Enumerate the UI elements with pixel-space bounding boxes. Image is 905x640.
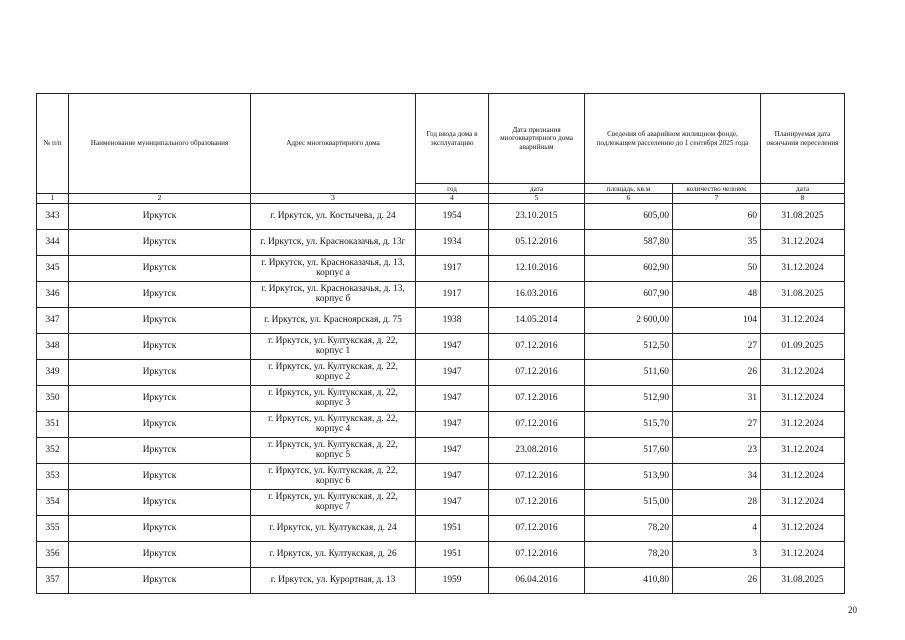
cell-plan: 31.08.2025 — [761, 567, 845, 593]
cell-area: 605,00 — [585, 203, 673, 229]
cell-year: 1947 — [416, 489, 489, 515]
cell-municipality: Иркутск — [69, 463, 251, 489]
header-municipality: Наименование муниципального образования — [69, 94, 251, 194]
table-row — [37, 385, 845, 411]
cell-area: 511,60 — [585, 359, 673, 385]
cell-num: 343 — [37, 203, 69, 229]
header-year: Год ввода дома в эксплуатацию — [416, 94, 489, 184]
cell-area: 602,90 — [585, 255, 673, 281]
col-number: 3 — [251, 194, 416, 204]
cell-num: 357 — [37, 567, 69, 593]
cell-year: 1947 — [416, 411, 489, 437]
cell-num: 345 — [37, 255, 69, 281]
cell-people: 48 — [673, 281, 761, 307]
cell-year: 1934 — [416, 229, 489, 255]
cell-municipality: Иркутск — [69, 307, 251, 333]
cell-area: 512,90 — [585, 385, 673, 411]
col-number: 8 — [761, 194, 845, 204]
cell-people: 31 — [673, 385, 761, 411]
cell-num: 347 — [37, 307, 69, 333]
table-row — [37, 437, 845, 463]
cell-area: 2 600,00 — [585, 307, 673, 333]
cell-municipality: Иркутск — [69, 567, 251, 593]
cell-date: 14.05.2014 — [489, 307, 585, 333]
table-row — [37, 359, 845, 385]
cell-address: г. Иркутск, ул. Красноказачья, д. 13, корпус а — [251, 255, 416, 281]
cell-municipality: Иркутск — [69, 385, 251, 411]
cell-municipality: Иркутск — [69, 255, 251, 281]
cell-people: 26 — [673, 359, 761, 385]
cell-date: 07.12.2016 — [489, 541, 585, 567]
cell-address: г. Иркутск, ул. Курортная, д. 13 — [251, 567, 416, 593]
col-number: 6 — [585, 194, 673, 204]
cell-municipality: Иркутск — [69, 203, 251, 229]
cell-year: 1951 — [416, 541, 489, 567]
cell-address: г. Иркутск, ул. Красноказачья, д. 13, корпус б — [251, 281, 416, 307]
cell-area: 513,90 — [585, 463, 673, 489]
subheader-year: год — [416, 184, 489, 194]
table-body — [37, 203, 845, 593]
table-row — [37, 541, 845, 567]
cell-address: г. Иркутск, ул. Култукская, д. 22, корпус 6 — [251, 463, 416, 489]
cell-municipality: Иркутск — [69, 281, 251, 307]
cell-municipality: Иркутск — [69, 333, 251, 359]
cell-date: 12.10.2016 — [489, 255, 585, 281]
cell-date: 16.03.2016 — [489, 281, 585, 307]
cell-area: 78,20 — [585, 515, 673, 541]
cell-municipality: Иркутск — [69, 541, 251, 567]
cell-address: г. Иркутск, ул. Култукская, д. 22, корпус 2 — [251, 359, 416, 385]
table-row — [37, 463, 845, 489]
cell-plan: 31.12.2024 — [761, 541, 845, 567]
cell-num: 348 — [37, 333, 69, 359]
cell-people: 27 — [673, 411, 761, 437]
cell-plan: 31.12.2024 — [761, 307, 845, 333]
col-number: 7 — [673, 194, 761, 204]
cell-year: 1947 — [416, 359, 489, 385]
cell-address: г. Иркутск, ул. Красноярская, д. 75 — [251, 307, 416, 333]
cell-num: 353 — [37, 463, 69, 489]
cell-year: 1917 — [416, 255, 489, 281]
cell-num: 355 — [37, 515, 69, 541]
cell-plan: 31.08.2025 — [761, 281, 845, 307]
cell-year: 1954 — [416, 203, 489, 229]
cell-area: 515,70 — [585, 411, 673, 437]
table-row — [37, 567, 845, 593]
table-row — [37, 255, 845, 281]
col-number: 2 — [69, 194, 251, 204]
cell-date: 23.08.2016 — [489, 437, 585, 463]
cell-date: 06.04.2016 — [489, 567, 585, 593]
cell-municipality: Иркутск — [69, 437, 251, 463]
cell-people: 104 — [673, 307, 761, 333]
cell-address: г. Иркутск, ул. Култукская, д. 22, корпус 1 — [251, 333, 416, 359]
cell-date: 07.12.2016 — [489, 385, 585, 411]
cell-area: 587,80 — [585, 229, 673, 255]
cell-people: 35 — [673, 229, 761, 255]
relocation-table — [36, 93, 845, 594]
cell-date: 23.10.2015 — [489, 203, 585, 229]
cell-area: 607,90 — [585, 281, 673, 307]
cell-municipality: Иркутск — [69, 489, 251, 515]
cell-address: г. Иркутск, ул. Красноказачья, д. 13г — [251, 229, 416, 255]
cell-plan: 31.08.2025 — [761, 203, 845, 229]
cell-plan: 31.12.2024 — [761, 359, 845, 385]
header-date: Дата признания многоквартирного дома аварийным — [489, 94, 585, 184]
cell-date: 07.12.2016 — [489, 515, 585, 541]
cell-num: 350 — [37, 385, 69, 411]
cell-address: г. Иркутск, ул. Култукская, д. 22, корпус 5 — [251, 437, 416, 463]
cell-municipality: Иркутск — [69, 229, 251, 255]
subheader-date: дата — [489, 184, 585, 194]
cell-plan: 31.12.2024 — [761, 229, 845, 255]
cell-plan: 31.12.2024 — [761, 385, 845, 411]
cell-people: 50 — [673, 255, 761, 281]
cell-people: 34 — [673, 463, 761, 489]
cell-plan: 31.12.2024 — [761, 489, 845, 515]
header-info: Сведения об аварийном жилищном фонде, подлежащем расселению до 1 сентября 2025 года — [585, 94, 761, 184]
cell-date: 07.12.2016 — [489, 359, 585, 385]
subheader-area: площадь, кв.м — [585, 184, 673, 194]
cell-date: 07.12.2016 — [489, 411, 585, 437]
cell-people: 26 — [673, 567, 761, 593]
cell-people: 28 — [673, 489, 761, 515]
cell-date: 07.12.2016 — [489, 489, 585, 515]
table-row — [37, 489, 845, 515]
table-row — [37, 281, 845, 307]
col-number: 5 — [489, 194, 585, 204]
cell-people: 4 — [673, 515, 761, 541]
table-row — [37, 307, 845, 333]
cell-plan: 31.12.2024 — [761, 515, 845, 541]
table-row — [37, 203, 845, 229]
cell-area: 512,50 — [585, 333, 673, 359]
cell-year: 1917 — [416, 281, 489, 307]
cell-num: 351 — [37, 411, 69, 437]
col-number: 4 — [416, 194, 489, 204]
cell-plan: 31.12.2024 — [761, 463, 845, 489]
cell-date: 07.12.2016 — [489, 463, 585, 489]
cell-year: 1947 — [416, 437, 489, 463]
cell-year: 1959 — [416, 567, 489, 593]
cell-municipality: Иркутск — [69, 411, 251, 437]
cell-num: 356 — [37, 541, 69, 567]
cell-people: 23 — [673, 437, 761, 463]
cell-date: 07.12.2016 — [489, 333, 585, 359]
cell-people: 60 — [673, 203, 761, 229]
cell-year: 1947 — [416, 463, 489, 489]
cell-area: 517,60 — [585, 437, 673, 463]
cell-plan: 01.09.2025 — [761, 333, 845, 359]
cell-address: г. Иркутск, ул. Култукская, д. 22, корпус 3 — [251, 385, 416, 411]
cell-area: 410,80 — [585, 567, 673, 593]
cell-address: г. Иркутск, ул. Култукская, д. 22, корпус 4 — [251, 411, 416, 437]
table-row — [37, 333, 845, 359]
cell-num: 349 — [37, 359, 69, 385]
cell-year: 1951 — [416, 515, 489, 541]
cell-address: г. Иркутск, ул. Култукская, д. 26 — [251, 541, 416, 567]
cell-address: г. Иркутск, ул. Костычева, д. 24 — [251, 203, 416, 229]
cell-date: 05.12.2016 — [489, 229, 585, 255]
subheader-people: количество человек — [673, 184, 761, 194]
header-plan: Планируемая дата окончания переселения — [761, 94, 845, 184]
cell-num: 352 — [37, 437, 69, 463]
cell-address: г. Иркутск, ул. Култукская, д. 22, корпус 7 — [251, 489, 416, 515]
cell-num: 346 — [37, 281, 69, 307]
cell-area: 515,00 — [585, 489, 673, 515]
header-address: Адрес многоквартирного дома — [251, 94, 416, 194]
col-number: 1 — [37, 194, 69, 204]
cell-municipality: Иркутск — [69, 359, 251, 385]
cell-plan: 31.12.2024 — [761, 255, 845, 281]
table-row — [37, 515, 845, 541]
cell-year: 1938 — [416, 307, 489, 333]
cell-plan: 31.12.2024 — [761, 411, 845, 437]
cell-address: г. Иркутск, ул. Култукская, д. 24 — [251, 515, 416, 541]
cell-area: 78,20 — [585, 541, 673, 567]
page-number: 20 — [848, 605, 857, 615]
cell-year: 1947 — [416, 385, 489, 411]
cell-people: 3 — [673, 541, 761, 567]
cell-people: 27 — [673, 333, 761, 359]
cell-num: 354 — [37, 489, 69, 515]
cell-municipality: Иркутск — [69, 515, 251, 541]
header-num: № п/п — [37, 94, 69, 194]
cell-year: 1947 — [416, 333, 489, 359]
cell-plan: 31.12.2024 — [761, 437, 845, 463]
cell-num: 344 — [37, 229, 69, 255]
table-row — [37, 229, 845, 255]
table-row — [37, 411, 845, 437]
subheader-plan: дата — [761, 184, 845, 194]
